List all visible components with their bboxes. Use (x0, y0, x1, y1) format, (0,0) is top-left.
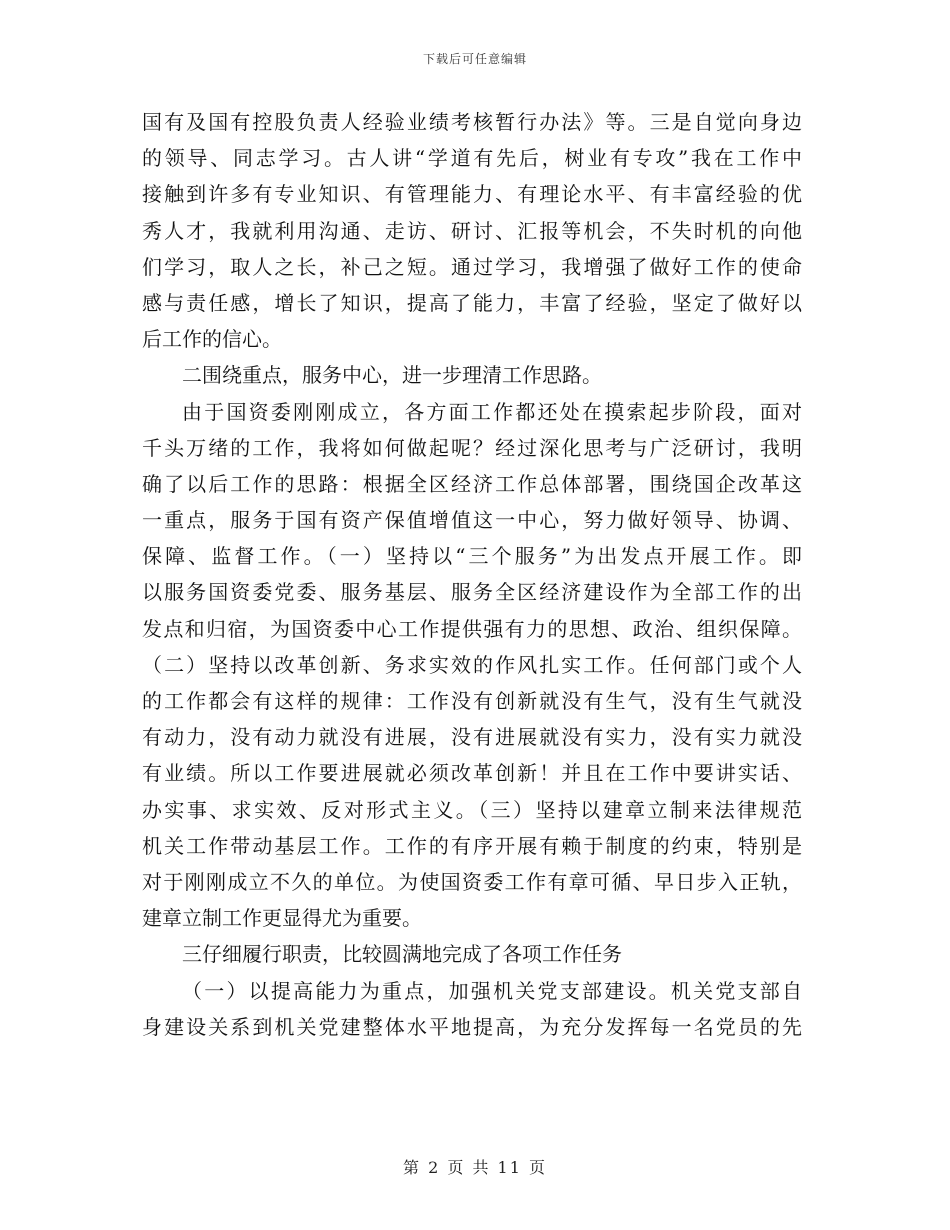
body-line: 一重点，服务于国有资产保值增值这一中心，努力做好领导、协调、 (142, 508, 802, 533)
body-line: 发点和归宿，为国资委中心工作提供强有力的思想、政治、组织保障。 (142, 616, 802, 641)
document-body (142, 104, 802, 1045)
body-line: 建章立制工作更显得尤为重要。 (142, 906, 422, 931)
body-line: （二）坚持以改革创新、务求实效的作风扎实工作。任何部门或个人 (142, 652, 802, 677)
page-header-note: 下载后可任意编辑 (422, 52, 527, 66)
body-line: 由于国资委刚刚成立，各方面工作都还处在摸索起步阶段，面对 (182, 399, 802, 424)
body-line: 身建设关系到机关党建整体水平地提高，为充分发挥每一名党员的先 (142, 1014, 802, 1039)
body-line: 机关工作带动基层工作。工作的有序开展有赖于制度的约束，特别是 (142, 833, 802, 858)
body-line: 后工作的信心。 (142, 327, 282, 352)
page-number: 第 2 页 共 11 页 (403, 1158, 547, 1177)
body-line: 感与责任感，增长了知识，提高了能力，丰富了经验，坚定了做好以 (142, 290, 802, 315)
body-line: 确了以后工作的思路：根据全区经济工作总体部署，围绕国企改革这 (142, 471, 802, 496)
body-line: 千头万绪的工作，我将如何做起呢？经过深化思考与广泛研讨，我明 (142, 435, 802, 460)
body-line: 的工作都会有这样的规律：工作没有创新就没有生气，没有生气就没 (142, 689, 802, 713)
body-line: 秀人才，我就利用沟通、走访、研讨、汇报等机会，不失时机的向他 (142, 218, 802, 243)
body-line: 国有及国有控股负责人经验业绩考核暂行办法》等。三是自觉向身边 (142, 110, 802, 134)
body-line: 接触到许多有专业知识、有管理能力、有理论水平、有丰富经验的优 (142, 182, 802, 207)
body-line: （一）以提高能力为重点，加强机关党支部建设。机关党支部自 (182, 978, 802, 1003)
body-line: 的领导、同志学习。古人讲“学道有先后，树业有专攻”我在工作中 (142, 146, 802, 171)
body-line: 们学习，取人之长，补己之短。通过学习，我增强了做好工作的使命 (142, 254, 802, 279)
body-line: 保障、监督工作。（一）坚持以“三个服务”为出发点开展工作。即 (142, 544, 802, 569)
body-line: 对于刚刚成立不久的单位。为使国资委工作有章可循、早日步入正轨， (142, 869, 802, 894)
body-line: 有动力，没有动力就没有进展，没有进展就没有实力，没有实力就没 (142, 725, 802, 750)
body-line: 办实事、求实效、反对形式主义。（三）坚持以建章立制来法律规范 (142, 797, 802, 822)
section-heading: 三仔细履行职责，比较圆满地完成了各项工作任务 (182, 942, 622, 967)
body-line: 有业绩。所以工作要进展就必须改革创新！并且在工作中要讲实话、 (142, 761, 802, 786)
section-heading: 二围绕重点，服务中心，进一步理清工作思路。 (182, 363, 602, 388)
body-line: 以服务国资委党委、服务基层、服务全区经济建设作为全部工作的出 (142, 580, 802, 605)
